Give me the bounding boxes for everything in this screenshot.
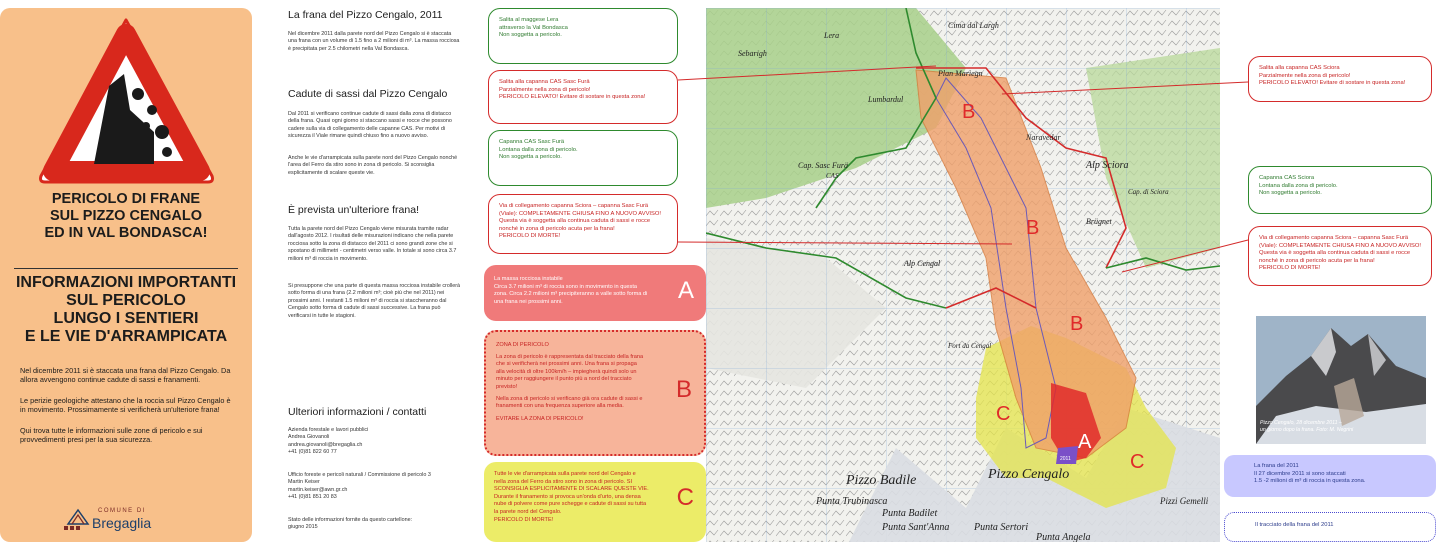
map-zone-letter: B bbox=[962, 101, 976, 123]
section-text: Dal 2011 si verificano continue cadute di sassi dalla zona di distacco della frana. Quasi ogni giorno si staccano sassi e rocce che possono cadere sulla via di collegamento delle capanne CAS. Per motivi di sicurezza il Viale rimane quindi chiuso fino a nuovo avviso. bbox=[288, 111, 452, 140]
section-title: La frana del Pizzo Cengalo, 2011 bbox=[288, 9, 443, 21]
map-label: Punta Sant'Anna bbox=[882, 522, 950, 533]
contact-block: Azienda forestale e lavori pubblici Andrea Giovanoli andrea.giovanoli@bregaglia.ch +41 (0)81 822 60 77 bbox=[288, 427, 369, 456]
left-info-panel bbox=[0, 8, 252, 542]
section-text: Anche le vie d'arrampicata sulla parete nord del Pizzo Cengalo nonché l'area del Ferro da stiro sono in zona di pericolo. Si sconsiglia esplicitamente di scalare queste vie. bbox=[288, 155, 458, 176]
section-title: È prevista un'ulteriore frana! bbox=[288, 204, 419, 216]
map-label: Lera bbox=[824, 31, 840, 40]
article-column bbox=[270, 0, 470, 551]
map-label: Plan Mariegn bbox=[938, 69, 983, 78]
falling-rocks-warning-sign-icon bbox=[34, 14, 219, 186]
map-label: Punta Badilet bbox=[882, 508, 938, 519]
route-box-sasc-fura-ascent: Salita alla capanna CAS Sasc Furä Parzialmente nella zona di pericolo! PERICOLO ELEVATO! Evitare di sostare in questa zona! bbox=[488, 70, 678, 124]
route-box-lera: Salita al maggese Lera attraverso la Val Bondasca Non soggetta a pericolo. bbox=[488, 8, 678, 64]
section-title: Ulteriori informazioni / contatti bbox=[288, 406, 427, 418]
zone-c-box: Tutte le vie d'arrampicata sulla parete nord del Cengalo e nella zona del Ferro da stiro sono in zona di pericolo. SI SCONSIGLIA ESPLICITAMENTE DI SCALARE QUESTE VIE. Durante il franamento si provoca un'onda d'urto, una densa nube di polvere come pure schegge e cadute di sassi su tutta la parete nord del Cengalo. PERICOLO DI MORTE! C bbox=[484, 462, 706, 542]
hut-box-sasc-fura: Capanna CAS Sasc Furä Lontana dalla zona di pericolo. Non soggetta a pericolo. bbox=[488, 130, 678, 186]
bregaglia-emblem-icon bbox=[62, 506, 92, 534]
section-text: Tutta la parete nord del Pizzo Cengalo viene misurata tramite radar dall'agosto 2012. I risultati delle misurazioni indicano che nella parete rocciosa sotto la zona di distacco del 2011 ci sono grandi zone che si spostano di millimetri - centimetri verso valle. In totale si sono circa 3.7 milioni m³ di roccia in movimento. bbox=[288, 226, 457, 262]
zone-b-box: ZONA DI PERICOLO La zona di pericolo è rappresentata dal tracciato della frana che si verificherà nei prossimi anni. Una frana si propaga alla velocità di oltre 100km/h – impiegherà quindi solo un minuto per raggiungere il punto più a nord del tracciato previsto! Nella zona di pericolo si verificano già ora cadute di sassi e franamenti con una frequenza superiore alla media. EVITARE LA ZONA DI PERICOLO! B bbox=[484, 330, 706, 456]
intro-paragraph: Qui trova tutte le informazioni sulle zone di pericolo e sui provvedimenti presi per la sua sicurezza. bbox=[20, 426, 203, 445]
map-label: Alp Cengal bbox=[904, 259, 941, 268]
zone-b-letter: B bbox=[675, 376, 692, 403]
map-zone-letter: B bbox=[1070, 313, 1084, 335]
map-label: Sebarigh bbox=[738, 49, 767, 58]
photo-caption: Pizzo Cengalo, 28 dicembre 2011 – un giorno dopo la frana. Foto: M. Negrini bbox=[1260, 420, 1354, 433]
map-label: Naravedar bbox=[1026, 133, 1061, 142]
map-label: Punta Angela bbox=[1036, 532, 1091, 542]
map-zone-letter: C bbox=[996, 403, 1011, 425]
map-label: Pizzi Gemelli bbox=[1160, 496, 1209, 506]
title-divider bbox=[14, 268, 238, 269]
route-box-sciora-ascent: Salita alla capanna CAS Sciora Parzialmente nella zona di pericolo! PERICOLO ELEVATO! Evitare di sostare in questa zona! bbox=[1248, 56, 1432, 102]
map-label: Brügnet bbox=[1086, 217, 1112, 226]
municipality-logo bbox=[62, 502, 192, 536]
map-label: Punta Sertori bbox=[974, 522, 1029, 533]
legend-frana-2011: La frana del 2011 Il 27 dicembre 2011 si sono staccati 1.5 -2 milioni di m³ di roccia in questa zona. bbox=[1224, 455, 1436, 497]
section-title: Cadute di sassi dal Pizzo Cengalo bbox=[288, 88, 448, 100]
hut-box-sciora: Capanna CAS Sciora Lontana dalla zona di pericolo. Non soggetta a pericolo. bbox=[1248, 166, 1432, 214]
contact-block: Ufficio foreste e pericoli naturali / Commissione di pericolo 3 Martin Keiser martin.keiser@awn.gr.ch +41 (0)81 851 20 83 bbox=[288, 472, 431, 501]
info-date: Stato delle informazioni fornite da questo cartellone: giugno 2015 bbox=[288, 517, 413, 531]
section-text: Si presuppone che una parte di questa massa rocciosa instabile crollerà sotto forma di una frana (2.2 milioni m³; cioè più che nel 2011) nei prossimi anni. I restanti 1.5 milioni m³ di roccia si staccheranno dal Cengalo sotto forma di cadute di sassi successive. La frana può verificarsi in tutte le stagioni. bbox=[288, 283, 461, 319]
zone-a-letter: A bbox=[677, 277, 694, 304]
map-label: Alp Sciora bbox=[1086, 160, 1129, 171]
section-text: Nel dicembre 2011 dalla parete nord del Pizzo Cengalo si è staccata una frana con un volume di 1.5 fino a 2 milioni di m³. La massa rocciosa è precipitata per 2.5 chilometri nella Val Bondasca. bbox=[288, 31, 460, 52]
subtitle: INFORMAZIONI IMPORTANTI SUL PERICOLO LUNGO I SENTIERI E LE VIE D'ARRAMPICATA bbox=[15, 274, 237, 345]
logo-caption: COMUNE DI bbox=[98, 508, 146, 514]
logo-name: Bregaglia bbox=[92, 515, 152, 531]
intro-paragraph: Le perizie geologiche attestano che la roccia sul Pizzo Cengalo è in movimento. Prossimamente si verificherà un'ulteriore frana! bbox=[20, 396, 231, 415]
map-label: Punta Trubinasca bbox=[816, 496, 888, 507]
route-box-viale-closed: Via di collegamento capanna Sciora – capanna Sasc Furä (Viale): COMPLETAMENTE CHIUSA FINO A NUOVO AVVISO! Questa via è soggetta alla continua caduta di sassi e rocce nonché in zona di pericolo acuta per la frana! PERICOLO DI MORTE! bbox=[488, 194, 678, 254]
map-zone-letter: A bbox=[1078, 431, 1092, 453]
map-label: Fort da Cengal bbox=[948, 342, 992, 350]
map-label: Lumbardul bbox=[868, 95, 904, 104]
main-title: PERICOLO DI FRANE SUL PIZZO CENGALO ED IN VAL BONDASCA! bbox=[44, 191, 208, 241]
map-label: Cap. di Sciora bbox=[1128, 188, 1169, 196]
map-label: Pizzo Badile bbox=[846, 473, 917, 488]
map-zone-letter: C bbox=[1130, 451, 1145, 473]
legend-track-2011: Il tracciato della frana del 2011 bbox=[1224, 512, 1436, 542]
route-box-viale-closed-right: Via di collegamento capanna Sciora – capanna Sasc Furä (Viale): COMPLETAMENTE CHIUSA FINO A NUOVO AVVISO! Questa via è soggetta alla continua caduta di sassi e rocce nonché in zona di pericolo acuta per la frana! PERICOLO DI MORTE! bbox=[1248, 226, 1432, 286]
map-label: Cap. Sasc Furä bbox=[798, 161, 848, 170]
map-label: CAS bbox=[826, 172, 839, 180]
zone-a-box: La massa rocciosa instabile Circa 3.7 milioni m³ di roccia sono in movimento in questa zona. Circa 2.2 milioni m³ precipiteranno a valle sotto forma di una frana nei prossimi anni. A bbox=[484, 265, 706, 321]
zone-c-letter: C bbox=[676, 484, 694, 511]
map-zone-letter: B bbox=[1026, 217, 1040, 239]
map-label: Pizzo Cengalo bbox=[988, 467, 1070, 482]
map-label: Cima dal Largh bbox=[948, 21, 999, 30]
hazard-map bbox=[706, 8, 1220, 542]
intro-paragraph: Nel dicembre 2011 si è staccata una frana dal Pizzo Cengalo. Da allora avvengono continue cadute di sassi e franamenti. bbox=[20, 366, 231, 385]
map-marker-label: 2011 bbox=[1060, 456, 1071, 462]
